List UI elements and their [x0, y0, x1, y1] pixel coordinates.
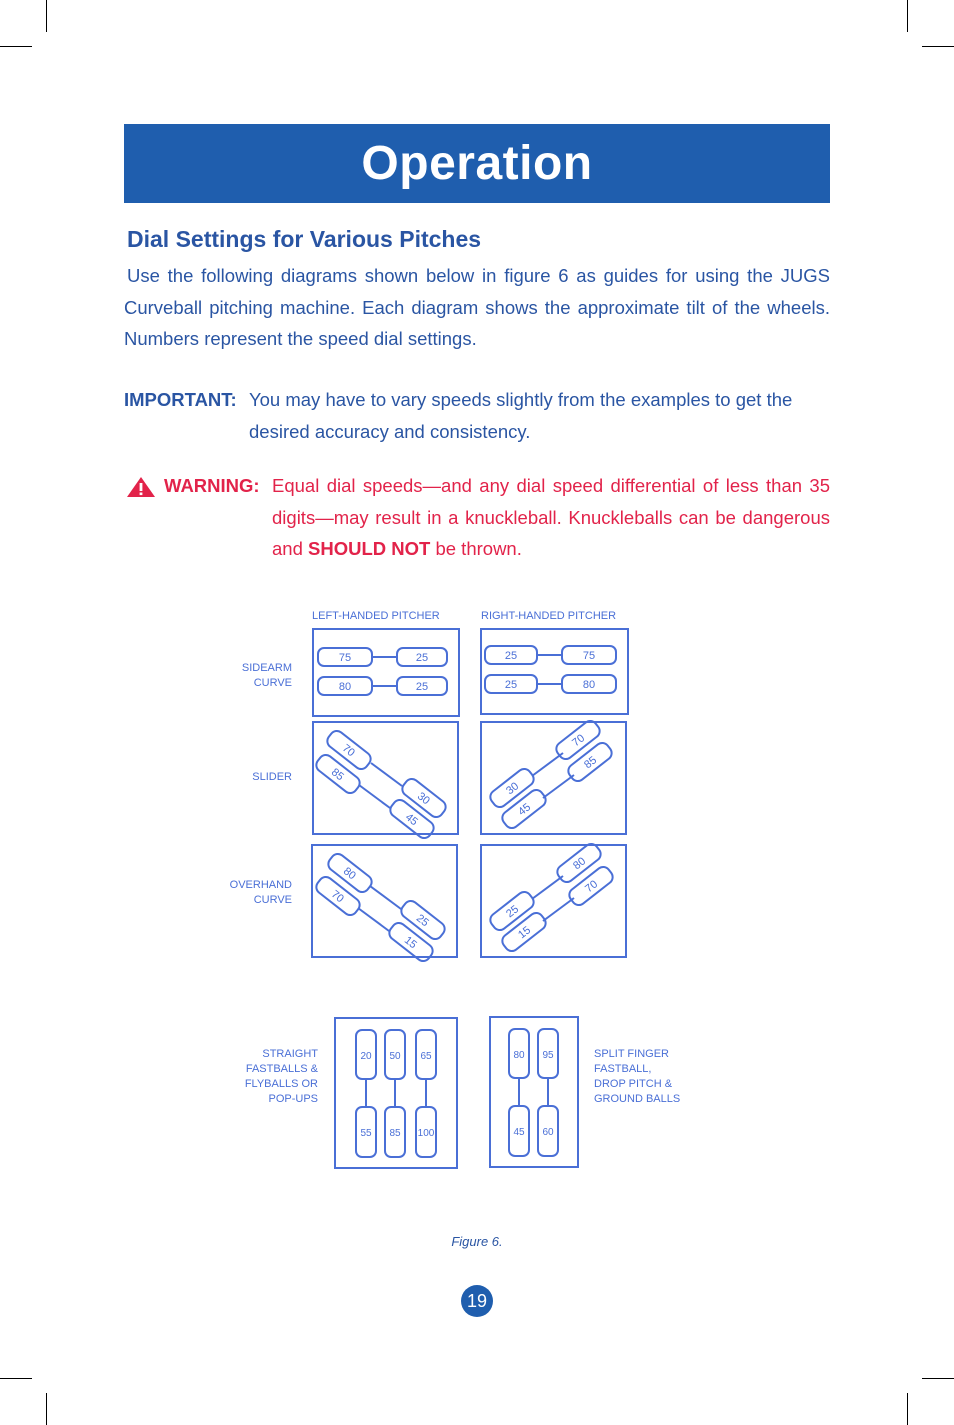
- warning-label: WARNING:: [164, 475, 260, 496]
- dial: [385, 1030, 405, 1079]
- split-finger-box: [490, 1017, 578, 1167]
- dial-value: 30: [504, 780, 522, 798]
- warning-triangle-icon: [126, 476, 156, 498]
- dial: [500, 910, 549, 954]
- dial: [485, 646, 537, 664]
- dial-value: 100: [417, 1128, 435, 1139]
- crop-mark: [907, 0, 908, 32]
- dial: [509, 1106, 529, 1156]
- dial-value: 45: [516, 801, 534, 819]
- title-banner: [124, 124, 830, 203]
- dial-value: 80: [338, 681, 352, 693]
- header-left-handed: LEFT-HANDED PITCHER: [312, 610, 440, 622]
- dial-value: 80: [513, 1050, 525, 1061]
- dial: [385, 1107, 405, 1157]
- dial: [399, 898, 448, 942]
- dial: [356, 1107, 376, 1157]
- dial: [314, 752, 363, 796]
- crop-mark: [46, 0, 47, 32]
- warning-text-after: be thrown.: [430, 538, 522, 559]
- dial-value: 25: [504, 679, 518, 691]
- crop-mark: [46, 1393, 47, 1425]
- warning-text: [272, 470, 830, 565]
- dial: [500, 787, 549, 831]
- dial-value: 80: [571, 855, 589, 873]
- dial-value: 70: [328, 888, 346, 906]
- label-split-3: DROP PITCH &: [594, 1078, 673, 1090]
- dial-value: 80: [340, 865, 358, 883]
- crop-mark: [922, 1378, 954, 1379]
- label-split-1: SPLIT FINGER: [594, 1048, 669, 1060]
- dial: [314, 874, 363, 918]
- dial: [538, 1106, 558, 1156]
- page-title: Operation: [361, 137, 593, 190]
- warning-note: [124, 470, 830, 565]
- warning-emphasis: SHOULD NOT: [308, 538, 431, 559]
- label-overhand-2: CURVE: [253, 894, 292, 906]
- warning-text-before: Equal dial speeds—and any dial speed differential of less than 35 digits—may result in a knuckleball. Knuckleballs can be dangerous and: [272, 475, 830, 559]
- dial-value: 25: [504, 903, 522, 921]
- dial-value: 65: [420, 1051, 432, 1062]
- dial-value: 50: [389, 1051, 401, 1062]
- dial: [562, 646, 616, 664]
- dial-value: 95: [542, 1050, 554, 1061]
- dial-value: 45: [513, 1127, 525, 1138]
- dial: [555, 841, 604, 885]
- crop-mark: [907, 1393, 908, 1425]
- dial-value: 45: [402, 811, 420, 829]
- figure-caption: Figure 6.: [451, 1234, 503, 1249]
- intro-paragraph: Use the following diagrams shown below in figure 6 as guides for using the JUGS Curveball pitching machine. Each diagram shows the approximate tilt of the wheels. Numbers represent the speed dial settings.: [124, 265, 830, 349]
- dial: [538, 1029, 558, 1078]
- dial: [326, 851, 375, 895]
- dial-value: 85: [328, 766, 346, 784]
- dial: [509, 1029, 529, 1078]
- dial-value: 25: [413, 912, 431, 930]
- dial-value: 85: [582, 754, 600, 772]
- important-label: IMPORTANT:: [124, 389, 237, 410]
- dial-value: 80: [582, 679, 596, 691]
- label-split-2: FASTBALL,: [594, 1063, 652, 1075]
- dial: [356, 1030, 376, 1079]
- dial-value: 85: [389, 1128, 401, 1139]
- dial: [485, 675, 537, 693]
- dial: [416, 1030, 436, 1079]
- dial-value: 20: [360, 1051, 372, 1062]
- label-split-4: GROUND BALLS: [594, 1093, 681, 1105]
- label-straight-4: POP-UPS: [268, 1093, 318, 1105]
- label-straight-1: STRAIGHT: [262, 1048, 318, 1060]
- label-slider: SLIDER: [252, 771, 292, 783]
- dial-value: 55: [360, 1128, 372, 1139]
- figure-6-diagram: [0, 590, 954, 1190]
- label-straight-2: FASTBALLS &: [245, 1063, 318, 1075]
- crop-mark: [922, 46, 954, 47]
- sidearm-left-box: [313, 629, 459, 716]
- dial: [488, 766, 537, 810]
- dial: [318, 677, 372, 695]
- header-right-handed: RIGHT-HANDED PITCHER: [481, 610, 617, 622]
- dial: [416, 1107, 436, 1157]
- page-number: 19: [461, 1285, 493, 1317]
- important-note: [124, 384, 830, 447]
- dial-value: 25: [504, 650, 518, 662]
- dial-value: 70: [339, 742, 357, 760]
- label-straight-3: FLYBALLS OR: [244, 1078, 318, 1090]
- crop-mark: [0, 1378, 32, 1379]
- dial: [325, 728, 374, 772]
- dial: [567, 864, 616, 908]
- sidearm-right-box: [481, 629, 628, 714]
- dial: [397, 648, 447, 666]
- label-sidearm-1: SIDEARM: [241, 662, 292, 674]
- dial-value: 30: [414, 790, 432, 808]
- dial: [566, 740, 615, 784]
- dial: [397, 677, 447, 695]
- dial-value: 25: [415, 652, 429, 664]
- dial-value: 70: [583, 878, 601, 896]
- label-sidearm-2: CURVE: [253, 677, 292, 689]
- dial: [562, 675, 616, 693]
- crop-mark: [0, 46, 32, 47]
- dial-value: 15: [516, 924, 534, 942]
- dial-value: 25: [415, 681, 429, 693]
- dial: [318, 648, 372, 666]
- dial: [400, 776, 449, 820]
- dial-value: 75: [582, 650, 596, 662]
- dial-value: 70: [570, 732, 588, 750]
- label-overhand-1: OVERHAND: [229, 879, 292, 891]
- dial: [488, 889, 537, 933]
- dial-value: 60: [542, 1127, 554, 1138]
- section-heading: Dial Settings for Various Pitches: [127, 226, 482, 252]
- dial-value: 75: [338, 652, 352, 664]
- dial-value: 15: [401, 934, 419, 952]
- important-text: You may have to vary speeds slightly from the examples to get the desired accuracy and consistency.: [249, 389, 793, 442]
